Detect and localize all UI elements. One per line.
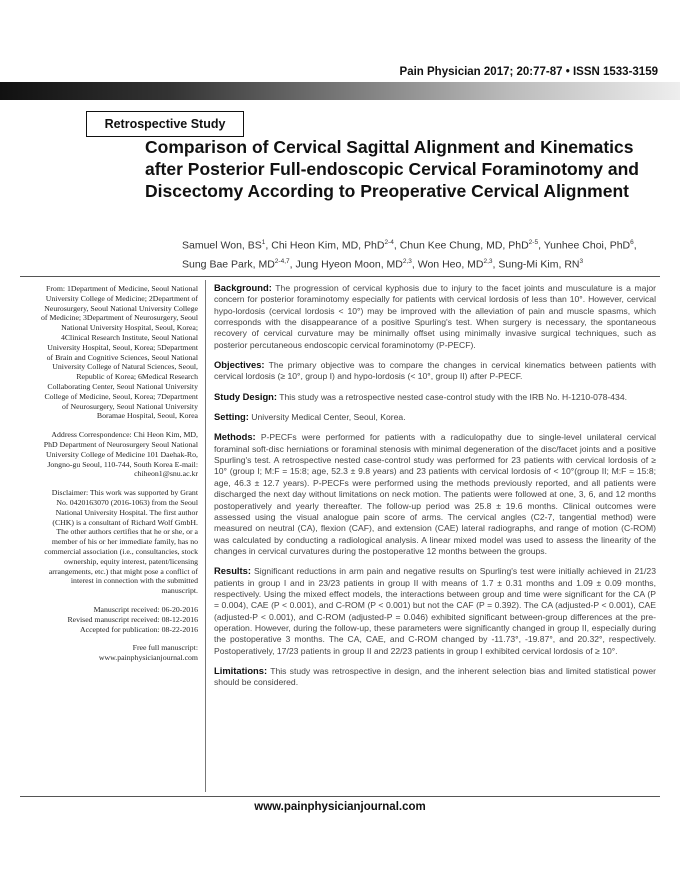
author-affiliation: 3: [579, 257, 584, 265]
section-text: The primary objective was to compare the changes in cervical kinematics between patients with cervical lordosis (≥ 10°, group I) and hypo-lordosis (< 10°, group II) after P-PECF.: [214, 360, 656, 382]
author-name: Sung-Mi Kim, RN: [498, 258, 580, 270]
abstract-objectives: [214, 359, 656, 383]
author-affiliation: 2,3: [483, 257, 493, 265]
abstract-study-design: [214, 391, 656, 403]
author-name: Chun Kee Chung, MD, PhD: [399, 239, 529, 252]
section-text: The progression of cervical kyphosis due to injury to the facet joints and musculature is a major concern for posterior foraminotomy especially for patients with cervical lordosis of less than 10°. However, cervical hypo-lordosis (cervical lordosis < 10°) may be improved with the alleviation of pain and muscle spasms, which corresponds with the disappearance of a positive Spurling's test. When surgery is necessary, the spontaneous recovery of cervical curvature may be minimally offset using minimally invasive surgical techniques, such as posterior percutaneous endoscopic cervical foraminotomy (P-PECF).: [214, 283, 656, 350]
author-affiliation: 6: [630, 239, 634, 246]
abstract: [214, 282, 656, 697]
abstract-results: [214, 565, 656, 657]
section-label: Results:: [214, 565, 251, 577]
author-name: Jung Hyeon Moon, MD: [295, 258, 403, 270]
section-label: Study Design:: [214, 390, 278, 402]
section-label: Methods:: [214, 431, 256, 443]
bottom-rule: [20, 796, 660, 797]
author-affiliation: 2,3: [402, 257, 412, 265]
abstract-setting: [214, 411, 656, 423]
abstract-background: [214, 282, 656, 351]
disclaimer: Disclaimer: This work was supported by Grant No. 0420163070 (2016-1063) from the Seoul National University Hospital. The first author (CHK) is a consultant of Richard Wolf GmbH. The other authors certifies that he or she, or a member of his or her immediate family, has no commercial association (i.e., consultancies, stock ownership, equity interest, patent/licensing arrangements, etc.) that might pose a conflict of interest in connection with the submitted manuscript.: [44, 488, 198, 596]
author-name: Samuel Won, BS: [182, 239, 262, 252]
section-label: Objectives:: [214, 359, 265, 371]
author-name: Chi Heon Kim, MD, PhD: [271, 239, 385, 252]
author-name: Sung Bae Park, MD: [182, 258, 275, 270]
manuscript-revised: Revised manuscript received: 08-12-2016: [67, 614, 198, 624]
author-name: Yunhee Choi, PhD: [543, 239, 631, 252]
section-label: Limitations:: [214, 664, 268, 676]
section-label: Background:: [214, 282, 272, 293]
section-text: This study was retrospective in design, and the inherent selection bias and limited statistical power should be considered.: [214, 665, 656, 688]
article-title: Comparison of Cervical Sagittal Alignment and Kinematics after Posterior Full-endoscopic Cervical Foraminotomy and Discectomy According to Preoperative Cervical Alignment: [145, 137, 639, 201]
section-text: P-PECFs were performed for patients with a radiculopathy due to single-level unilateral cervical foraminal soft-disc herniations or foraminal stenosis with minimal degeneration of the disc/facet joints and a positive Spurling's test. A retrospective nested case-control study was performed for 23 patients with cervical lordosis of ≥ 10° (group I; M:F = 15:8; age, 52.3 ± 9.8 years) and 23 patients with cervical lordosis of < 10°(group II; M:F = 15:8; age, 46.3 ± 12.7 years). P-PECFs were performed using the methods previously reported, and all patients were discharged the next day without limitations on neck motion. The patients were followed at one, 3, 6, and 12 months postoperatively and yearly thereafter. The follow-up period was 25.8 ± 19.6 months. Clinical outcomes were assessed using the visual analogue pain score of arms. The cervical angles (C2-7, tangential method) were measured on neutral (CA), flexion (CAF), and extension (CAE) lateral radiographs, and range of motion (C-ROM) was calculated by conducting a radiological analysis. A linear mixed model was used to assess the linearity of the changes in cervical curvatures during the postoperative 12 months between the groups.: [214, 432, 657, 556]
address-correspondence: Address Correspondence: Chi Heon Kim, MD, PhD Department of Neurosurgery Seoul National University College of Medicine 101 Daehak-Ro, Jongno-gu Seoul, 110-744, South Korea E-mail: chiheon1@snu.ac.kr: [43, 430, 198, 479]
journal-header: Pain Physician 2017; 20:77-87 • ISSN 1533-3159: [399, 66, 658, 78]
author-affiliation: 2-4,7: [274, 257, 290, 265]
article-info-sidebar: [40, 284, 198, 672]
section-text: University Medical Center, Seoul, Korea.: [251, 412, 406, 423]
author-name: Won Heo, MD: [417, 258, 484, 270]
manuscript-accepted: Accepted for publication: 08-22-2016: [79, 624, 198, 634]
top-rule: [20, 276, 660, 277]
free-manuscript: Free full manuscript: www.painphysicianjournal.com: [98, 643, 198, 663]
affiliations: From: 1Department of Medicine, Seoul National University College of Medicine; 2Department of Neurosurgery, Seoul National University College of Medicine; 3Department of Neurosurgery, Seoul National University Hospital, Seoul, Korea; 4Clinical Research Institute, Seoul National University Hospital, Seoul, Korea; 5Department of Brain and Cognitive Sciences, Seoul National University College of Natural Sciences, Seoul, Republic of Korea; 6Medical Research Collaborating Center, Seoul National University College of Medicine, Seoul, Korea; 7Department of Neurosurgery, Seoul National University Boramae Hospital, Seoul, Korea: [41, 284, 198, 421]
footer-url: www.painphysicianjournal.com: [254, 801, 426, 813]
author-affiliation: 1: [261, 239, 266, 246]
abstract-methods: [214, 431, 656, 557]
column-divider: [205, 280, 206, 792]
study-type-label: Retrospective Study: [104, 117, 226, 131]
header-gradient-bar: [0, 82, 680, 100]
section-label: Setting:: [214, 411, 249, 423]
section-text: This study was a retrospective nested case-control study with the IRB No. H-1210-078-434.: [279, 391, 628, 402]
section-text: Significant reductions in arm pain and negative results on Spurling's test were initially achieved in 21/23 patients in group I and in 23/23 patients in group II with means of 1.7 ± 0.31 months and 1.09 ± 0.09 months, respectively. Using the mixed effect models, the interactions between group and time were significant for the CA (P = 0.004), CAE (P < 0.001), and C-ROM (P < 0.001) but not the CAF (P = 0.392). The CA (adjusted-P < 0.001), CAE (adjusted-P < 0.001), and C-ROM (adjusted-P = 0.046) exhibited significant between-group differences at the pre-operation. However, during the follow-up, these parameters were significantly changed in group II, especially during the postoperative 3 months. The CA, CAE, and C-ROM changed by -11.73°, -19.87°, and 20.32°, respectively. Postoperatively, 17/23 patients in group II and 22/23 patients in group I exhibited cervical lordosis of ≥ 10°.: [214, 566, 656, 656]
author-affiliation: 2-5: [528, 239, 539, 246]
author-list: Samuel Won, $BS^1$, Chi Heon Kim, MD, PhD$^{2-4}$, Chun Kee Chung, MD, PhD$^{2-5}$, Yunhee Choi, PhD$^6$, Sung Bae Park, MD$^{2-4,7}$, Jung Hyeon Moon, MD$^{2,3}$, Won Heo, MD$^{2,3}$, Sung-Mi Kim, $RN^3$: [182, 239, 637, 270]
author-affiliation: 2-4: [384, 239, 394, 246]
study-type-box: [86, 111, 244, 137]
manuscript-received: Manuscript received: 06-20-2016: [93, 604, 198, 614]
abstract-limitations: [214, 665, 656, 689]
